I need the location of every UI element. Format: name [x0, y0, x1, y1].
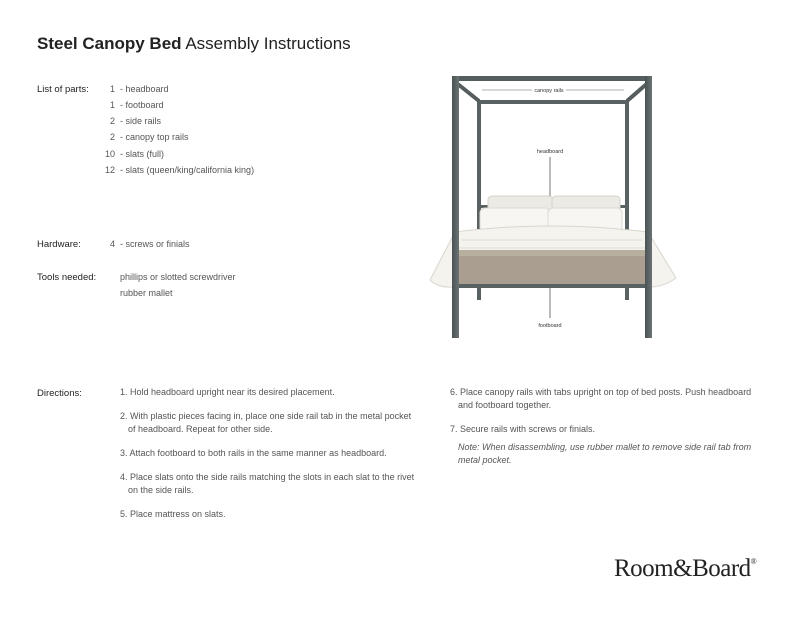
bed-diagram — [425, 70, 685, 345]
part-item: 1 - headboard — [109, 84, 169, 94]
side-rail — [455, 284, 651, 288]
parts-label: List of parts: — [37, 84, 89, 95]
footboard-label: footboard — [538, 323, 562, 329]
directions-label: Directions: — [37, 388, 82, 399]
part-item: 10 - slats (full) — [104, 149, 165, 159]
page-title — [37, 34, 351, 54]
part-item: 1 - footboard — [109, 100, 164, 110]
direction-step: 6. Place canopy rails with tabs upright on top of bed posts. Push headboard and footboard together. — [450, 387, 752, 410]
tool-item: phillips or slotted screwdriver — [120, 272, 236, 282]
tools-label: Tools needed: — [37, 272, 97, 283]
part-item: 2 - canopy top rails — [109, 132, 189, 142]
disassembly-note: Note: When disassembling, use rubber mallet to remove side rail tab from metal pocket. — [458, 442, 752, 465]
direction-step: 5. Place mattress on slats. — [120, 509, 226, 519]
canopy-rear-rail — [477, 100, 629, 104]
brand-logo: Room&Board® — [614, 555, 757, 582]
title-rest: Assembly Instructions — [181, 34, 351, 53]
front-post-left — [452, 76, 459, 338]
direction-step: 7. Secure rails with screws or finials. — [450, 424, 596, 434]
canopy-front-rail — [452, 76, 652, 81]
direction-step: 2. With plastic pieces facing in, place one side rail tab in the metal pocket of headboard. Repeat for other side. — [120, 411, 412, 434]
hardware-label: Hardware: — [37, 239, 81, 250]
front-post-right — [645, 76, 652, 338]
direction-step: 4. Place slats onto the side rails matching the slots in each slat to the rivet on the side rails. — [120, 472, 415, 495]
headboard-label: headboard — [536, 149, 564, 155]
part-item: 2 - side rails — [109, 116, 162, 126]
hardware-item: 4 - screws or finials — [109, 239, 190, 249]
direction-step: 1. Hold headboard upright near its desired placement. — [120, 387, 335, 397]
tool-item: rubber mallet — [120, 288, 173, 298]
direction-step: 3. Attach footboard to both rails in the same manner as headboard. — [120, 448, 387, 458]
part-item: 12 - slats (queen/king/california king) — [104, 165, 255, 175]
title-bold: Steel Canopy Bed — [37, 34, 182, 53]
canopy-rails-label: canopy rails — [534, 88, 564, 94]
